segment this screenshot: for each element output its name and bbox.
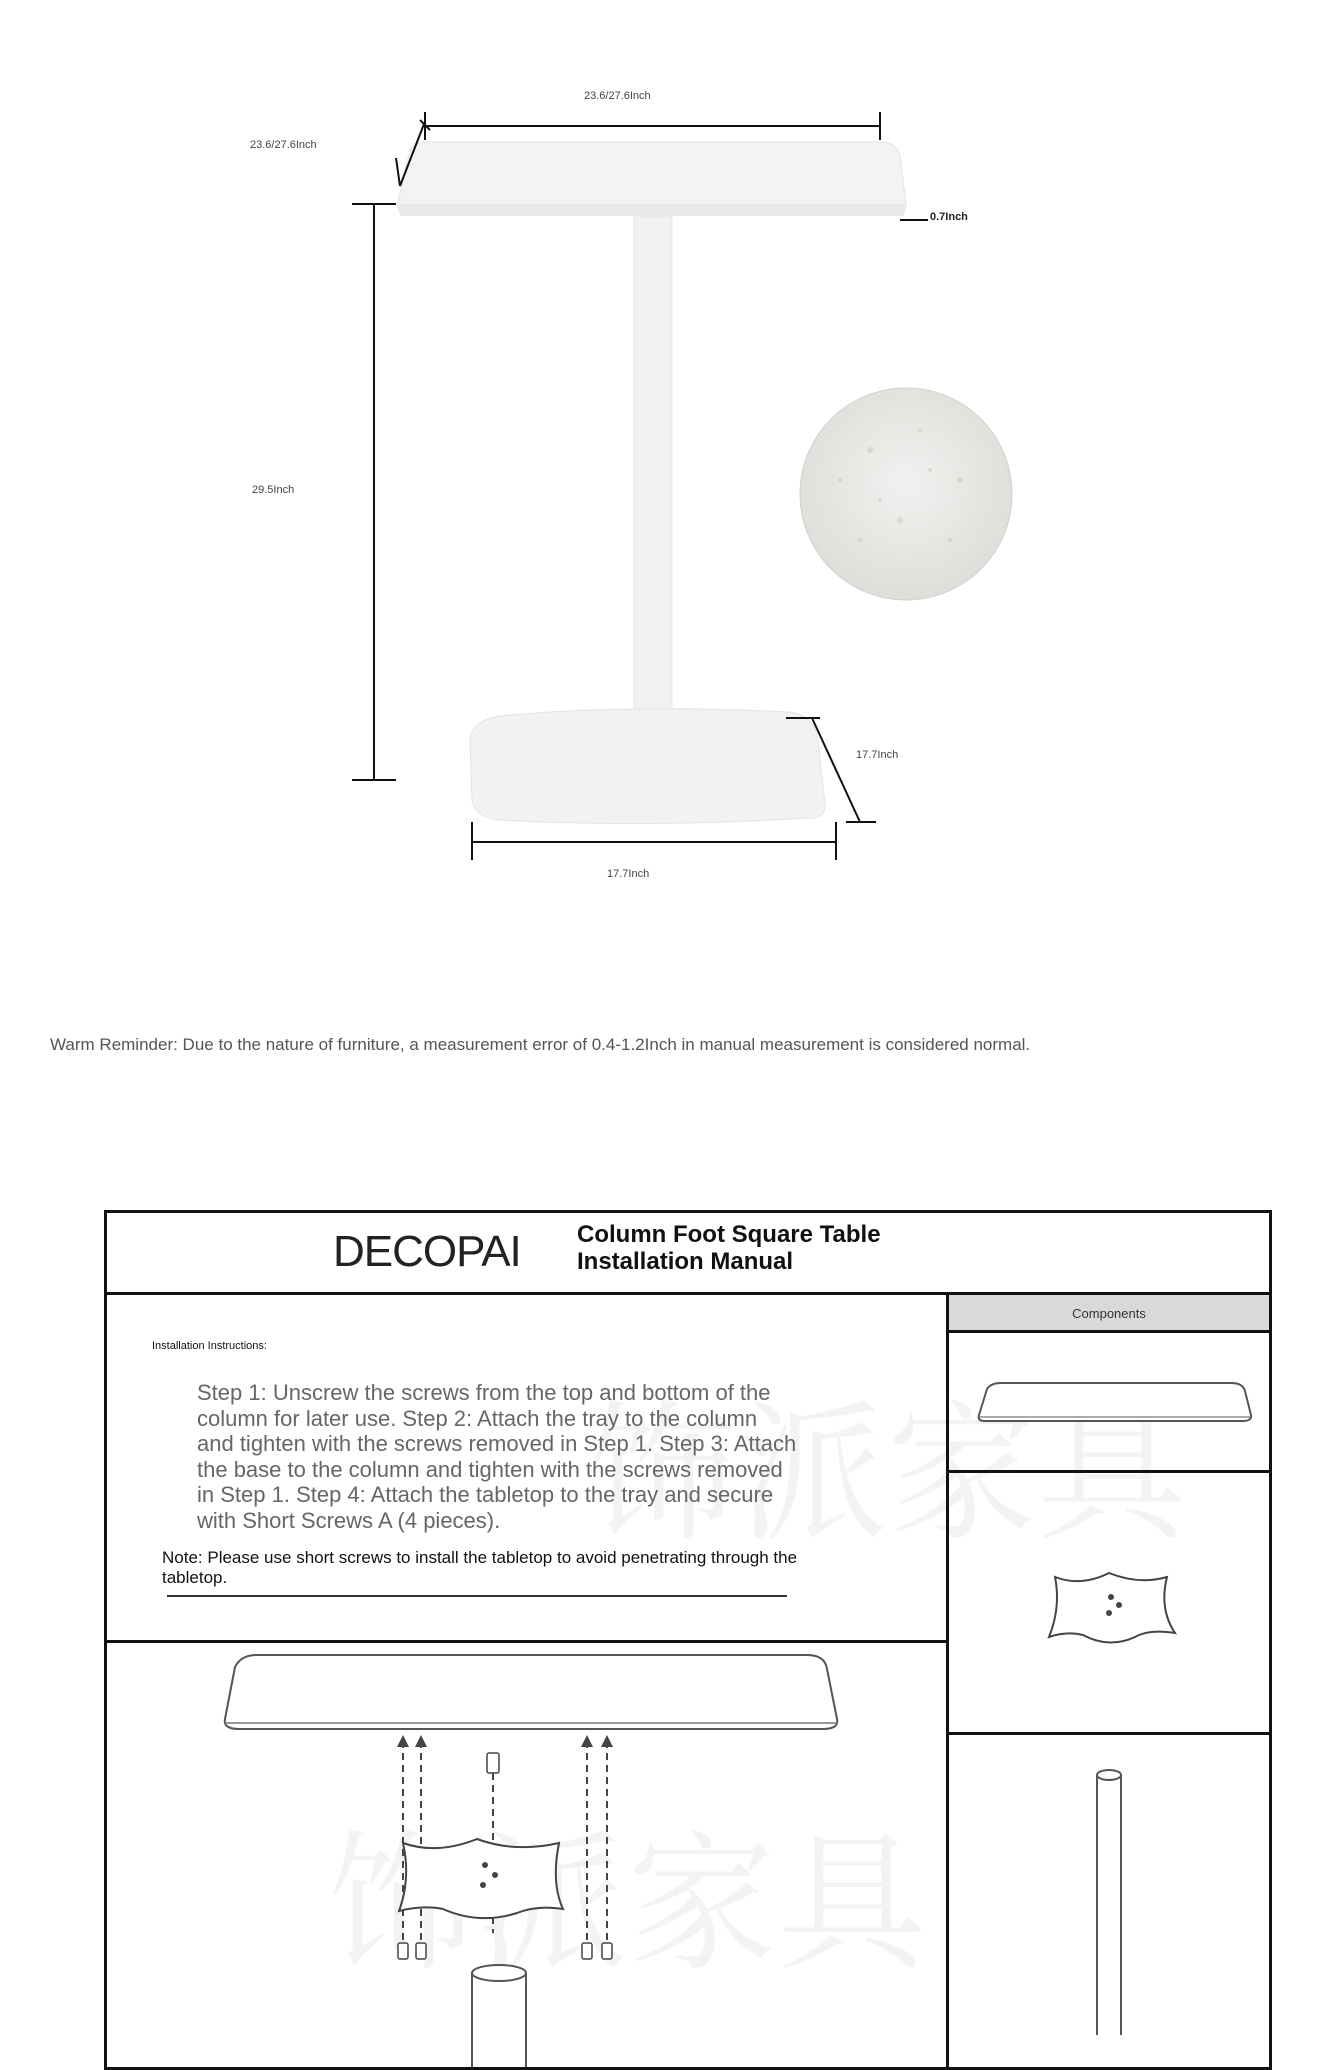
top-depth-label: 23.6/27.6Inch [250,139,317,151]
column-component-icon [949,1735,1269,2035]
manual-title-line2: Installation Manual [577,1248,794,1275]
components-panel [949,1295,1269,2067]
component-column [949,1735,1269,2070]
assembly-diagram [107,1643,949,2067]
column-shape [634,216,672,772]
manual-header [107,1213,1269,1295]
installation-manual [104,1210,1272,2070]
assembly-drawing [107,1643,946,2070]
manual-title [577,1221,881,1275]
component-tabletop [949,1333,1269,1473]
component-tray [949,1473,1269,1735]
instructions-label: Installation Instructions: [152,1340,267,1352]
components-header: Components [949,1295,1269,1333]
note-underline [167,1595,787,1597]
top-thickness-label: 0.7Inch [930,211,968,223]
top-width-label: 23.6/27.6Inch [584,90,651,102]
base-shape [470,709,825,824]
height-label: 29.5Inch [252,484,295,496]
instructions-panel [107,1295,949,1643]
surface-texture-swatch [800,388,1012,600]
installation-note: Note: Please use short screws to install the tabletop to avoid penetrating through the tabletop. [162,1548,798,1587]
tabletop-component-icon [949,1333,1269,1473]
installation-steps: Step 1: Unscrew the screws from the top and bottom of the column for later use. Step 2: Attach the tray to the column and tighten with the screws removed in Step 1. Step 3: Attach the base to the column and tighten with the screws removed in Step 1. Step 4: Attach the tabletop to the tray and secure with Short Screws A (4 pieces). [197,1380,797,1533]
table-dimension-drawing [0,0,1322,900]
base-depth-label: 17.7Inch [856,749,899,761]
base-width-label: 17.7Inch [607,868,650,880]
measurement-reminder: Warm Reminder: Due to the nature of furniture, a measurement error of 0.4-1.2Inch in manual measurement is considered normal. [50,1035,1031,1054]
tray-component-icon [949,1473,1269,1735]
brand-logo: DECOPAI [333,1227,521,1276]
manual-title-line1: Column Foot Square Table [577,1221,881,1248]
